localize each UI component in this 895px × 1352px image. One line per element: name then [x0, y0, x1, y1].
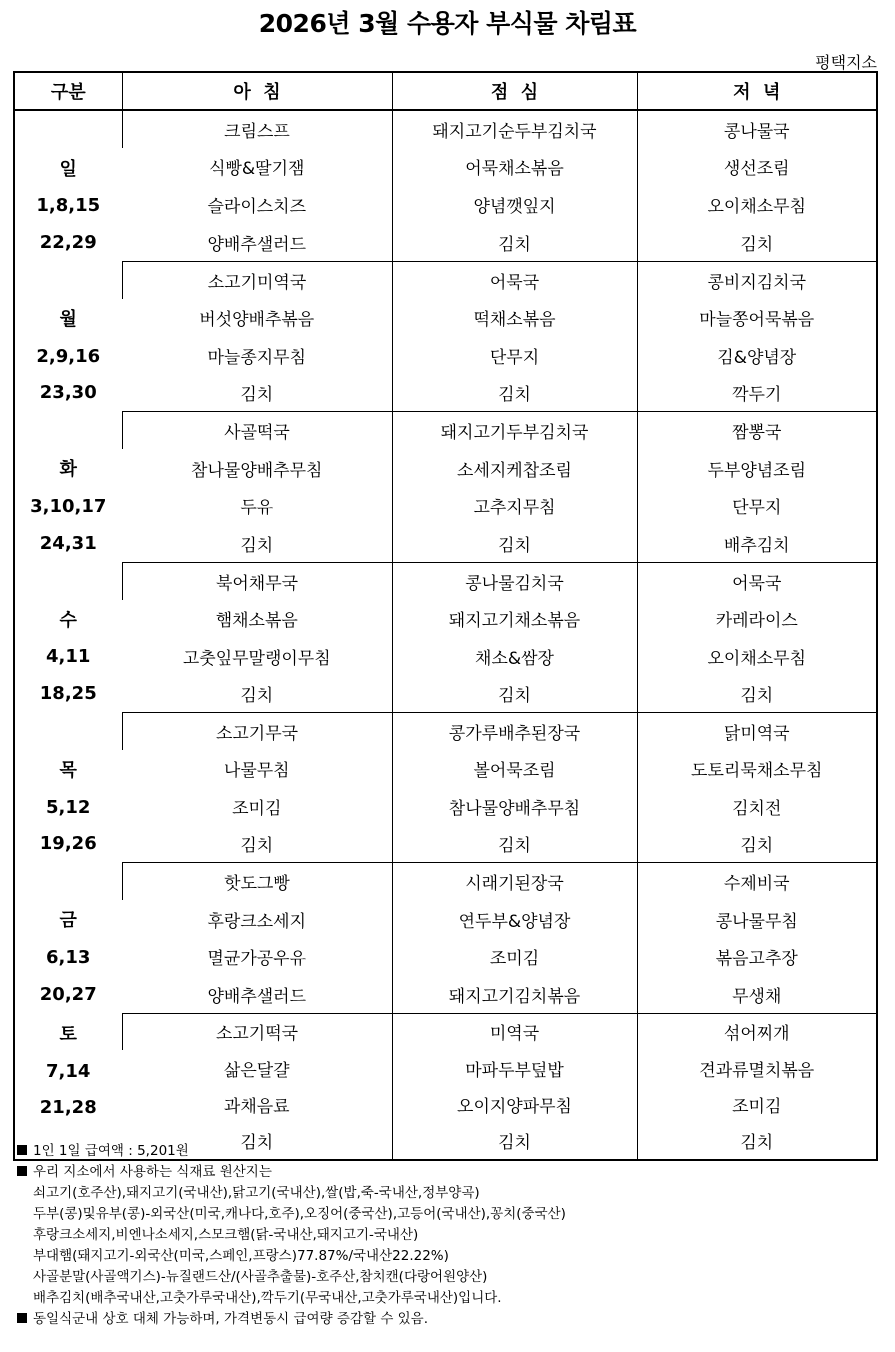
dinner-item: 김&양념장	[637, 337, 877, 375]
breakfast-item: 소고기미역국	[122, 261, 392, 299]
breakfast-item: 소고기무국	[122, 713, 392, 751]
lunch-item: 단무지	[392, 337, 637, 375]
day-cell	[14, 412, 122, 562]
lunch-item: 연두부&양념장	[392, 900, 637, 938]
spacer	[15, 416, 122, 453]
lunch-item: 마파두부덮밥	[392, 1050, 637, 1087]
note-line	[17, 1309, 877, 1330]
day-dates: 19,26	[39, 833, 97, 855]
day-dates: 5,12	[46, 796, 91, 818]
table-row	[14, 1050, 877, 1087]
breakfast-item: 과채음료	[223, 1097, 290, 1118]
table-row	[14, 1013, 877, 1050]
square-bullet-icon	[17, 1166, 27, 1176]
day-cell	[14, 110, 122, 261]
day-label: 일	[59, 158, 77, 180]
note-line	[17, 1267, 877, 1288]
note-text: 동일식군내 상호 대체 가능하며, 가격변동시 급여량 증감할 수 있음.	[33, 1311, 429, 1327]
table-row	[14, 148, 877, 186]
table-row	[14, 863, 877, 901]
table-row	[14, 675, 877, 713]
lunch-item: 미역국	[392, 1013, 637, 1050]
lunch-item: 김치	[392, 525, 637, 563]
breakfast-item: 양배추샐러드	[122, 224, 392, 262]
dinner-item: 닭미역국	[637, 713, 877, 751]
dinner-item: 콩나물국	[637, 110, 877, 148]
lunch-item: 돼지고기두부김치국	[392, 412, 637, 450]
branch-label: 평택지소	[815, 53, 877, 72]
table-row	[14, 825, 877, 863]
breakfast-item: 참나물양배추무침	[191, 460, 323, 481]
lunch-item: 돼지고기채소볶음	[392, 600, 637, 638]
note-text: 1인 1일 급여액 : 5,201원	[33, 1143, 189, 1159]
table-row	[14, 261, 877, 299]
dinner-item: 짬뽕국	[637, 412, 877, 450]
note-line	[17, 1204, 877, 1225]
lunch-item: 시래기된장국	[392, 863, 637, 901]
breakfast-item: 김치	[122, 675, 392, 713]
header-breakfast: 아 침	[122, 72, 392, 110]
table-row	[14, 525, 877, 563]
day-dates: 22,29	[39, 231, 97, 253]
day-dates: 6,13	[46, 947, 91, 969]
dinner-item: 섞어찌개	[637, 1013, 877, 1050]
breakfast-item: 북어채무국	[122, 562, 392, 600]
dinner-item: 콩비지김치국	[637, 261, 877, 299]
day-dates: 7,14	[46, 1060, 91, 1082]
dinner-item: 배추김치	[637, 525, 877, 563]
note-line	[17, 1183, 877, 1204]
lunch-item: 돼지고기순두부김치국	[392, 110, 637, 148]
lunch-item: 콩나물김치국	[392, 562, 637, 600]
day-dates: 2,9,16	[36, 345, 101, 367]
note-line	[17, 1141, 877, 1162]
dinner-item: 단무지	[637, 487, 877, 525]
lunch-item: 참나물양배추무침	[392, 788, 637, 826]
table-row	[14, 186, 877, 224]
day-cell	[14, 863, 122, 1013]
dinner-item: 오이채소무침	[637, 186, 877, 224]
table-row	[14, 600, 877, 638]
square-bullet-icon	[17, 1145, 27, 1155]
header-dinner: 저 녁	[637, 72, 877, 110]
note-line	[17, 1225, 877, 1246]
breakfast-item: 소고기떡국	[122, 1013, 392, 1050]
dinner-item: 볶음고추장	[637, 938, 877, 976]
day-dates: 20,27	[39, 983, 97, 1005]
note-text: 두부(콩)및유부(콩)-외국산(미국,캐나다,호주),오징어(중국산),고등어(국내산),꽁치(중국산)	[33, 1206, 566, 1222]
lunch-item: 양념깻잎지	[392, 186, 637, 224]
breakfast-item: 조미김	[232, 798, 282, 819]
note-text: 부대햄(돼지고기-외국산(미국,스페인,프랑스)77.87%/국내산22.22%)	[33, 1248, 449, 1264]
note-text: 사골분말(사골액기스)-뉴질랜드산/(사골추출물)-호주산,참치캔(다랑어원양산)	[33, 1269, 488, 1285]
dinner-item: 깍두기	[637, 374, 877, 412]
table-row	[14, 110, 877, 148]
lunch-item: 어묵채소볶음	[392, 148, 637, 186]
spacer	[15, 867, 122, 904]
table-row	[14, 713, 877, 751]
lunch-item: 김치	[392, 825, 637, 863]
dinner-item: 어묵국	[637, 562, 877, 600]
table-row	[14, 449, 877, 487]
breakfast-item: 크림스프	[122, 110, 392, 148]
table-row	[14, 562, 877, 600]
header-category: 구분	[14, 72, 122, 110]
table-row	[14, 412, 877, 450]
breakfast-item: 마늘종지무침	[207, 347, 307, 368]
dinner-item: 김치전	[637, 788, 877, 826]
lunch-item: 콩가루배추된장국	[392, 713, 637, 751]
day-cell	[14, 713, 122, 863]
day-dates: 23,30	[39, 382, 97, 404]
breakfast-item: 슬라이스치즈	[207, 197, 307, 218]
note-text: 우리 지소에서 사용하는 식재료 원산지는	[33, 1164, 272, 1180]
breakfast-item: 삶은달걀	[223, 1060, 290, 1081]
table-row	[14, 1086, 877, 1123]
table-row	[14, 374, 877, 412]
note-text: 배추김치(배추국내산,고춧가루국내산),깍두기(무국내산,고춧가루국내산)입니다.	[33, 1290, 502, 1306]
day-cell	[14, 562, 122, 712]
breakfast-item: 고춧잎무말랭이무침	[182, 648, 331, 669]
menu-table	[13, 71, 878, 1161]
day-label: 목	[59, 760, 77, 782]
lunch-item: 어묵국	[392, 261, 637, 299]
square-bullet-icon	[17, 1313, 27, 1323]
dinner-item: 수제비국	[637, 863, 877, 901]
lunch-item: 오이지양파무침	[392, 1086, 637, 1123]
dinner-item: 마늘쫑어묵볶음	[637, 299, 877, 337]
breakfast-item: 김치	[122, 374, 392, 412]
spacer	[15, 265, 122, 302]
dinner-item: 견과류멸치볶음	[637, 1050, 877, 1087]
breakfast-item: 사골떡국	[122, 412, 392, 450]
breakfast-item: 햄채소볶음	[215, 611, 298, 632]
table-row	[14, 637, 877, 675]
breakfast-item: 양배추샐러드	[122, 976, 392, 1014]
lunch-item: 채소&쌈장	[392, 637, 637, 675]
lunch-item: 김치	[392, 224, 637, 262]
table-row	[14, 337, 877, 375]
day-cell	[14, 261, 122, 411]
lunch-item: 돼지고기김치볶음	[392, 976, 637, 1014]
day-dates: 18,25	[39, 682, 97, 704]
breakfast-item: 김치	[122, 1123, 392, 1160]
spacer	[15, 566, 122, 603]
note-text: 후랑크소세지,비엔나소세지,스모크햄(닭-국내산,돼지고기-국내산)	[33, 1227, 419, 1243]
dinner-item: 카레라이스	[637, 600, 877, 638]
dinner-item: 무생채	[637, 976, 877, 1014]
day-cell	[14, 1013, 122, 1159]
table-row	[14, 938, 877, 976]
note-line	[17, 1246, 877, 1267]
page-title: 2026년 3월 수용자 부식물 차림표	[258, 9, 637, 38]
table-row	[14, 900, 877, 938]
header-row	[14, 72, 877, 110]
breakfast-item: 나물무침	[223, 761, 290, 782]
lunch-item: 김치	[392, 1123, 637, 1160]
breakfast-item: 후랑크소세지	[207, 911, 307, 932]
breakfast-item: 버섯양배추볶음	[199, 310, 315, 331]
dinner-item: 김치	[637, 825, 877, 863]
lunch-item: 김치	[392, 675, 637, 713]
table-row	[14, 976, 877, 1014]
table-row	[14, 224, 877, 262]
day-dates: 21,28	[39, 1097, 97, 1119]
note-line	[17, 1162, 877, 1183]
spacer	[15, 115, 122, 152]
day-dates: 4,11	[46, 646, 91, 668]
table-row	[14, 487, 877, 525]
table-row	[14, 750, 877, 788]
breakfast-item: 핫도그빵	[122, 863, 392, 901]
dinner-item: 오이채소무침	[637, 637, 877, 675]
lunch-item: 조미김	[392, 938, 637, 976]
breakfast-item: 김치	[122, 525, 392, 563]
dinner-item: 생선조림	[637, 148, 877, 186]
dinner-item: 김치	[637, 224, 877, 262]
day-label: 금	[59, 910, 77, 932]
dinner-item: 조미김	[637, 1086, 877, 1123]
breakfast-item: 두유	[240, 498, 274, 519]
dinner-item: 도토리묵채소무침	[637, 750, 877, 788]
header-lunch: 점 심	[392, 72, 637, 110]
day-label: 월	[59, 308, 77, 330]
breakfast-item: 식빵&딸기잼	[209, 159, 305, 180]
breakfast-item: 김치	[122, 825, 392, 863]
lunch-item: 고추지무침	[392, 487, 637, 525]
day-label: 토	[59, 1024, 77, 1046]
note-line	[17, 1288, 877, 1309]
day-dates: 24,31	[39, 532, 97, 554]
table-row	[14, 299, 877, 337]
dinner-item: 콩나물무침	[637, 900, 877, 938]
day-label: 수	[59, 609, 77, 631]
lunch-item: 소세지케찹조림	[392, 449, 637, 487]
lunch-item: 떡채소볶음	[392, 299, 637, 337]
dinner-item: 두부양념조림	[637, 449, 877, 487]
notes-section	[17, 1141, 877, 1330]
spacer	[15, 717, 122, 754]
dinner-item: 김치	[637, 675, 877, 713]
day-dates: 1,8,15	[36, 195, 101, 217]
table-row	[14, 788, 877, 826]
note-text: 쇠고기(호주산),돼지고기(국내산),닭고기(국내산),쌀(밥,죽-국내산,정부양곡)	[33, 1185, 480, 1201]
lunch-item: 볼어묵조림	[392, 750, 637, 788]
day-label: 화	[59, 459, 77, 481]
dinner-item: 김치	[637, 1123, 877, 1160]
lunch-item: 김치	[392, 374, 637, 412]
day-dates: 3,10,17	[30, 495, 107, 517]
breakfast-item: 멸균가공우유	[207, 949, 307, 970]
